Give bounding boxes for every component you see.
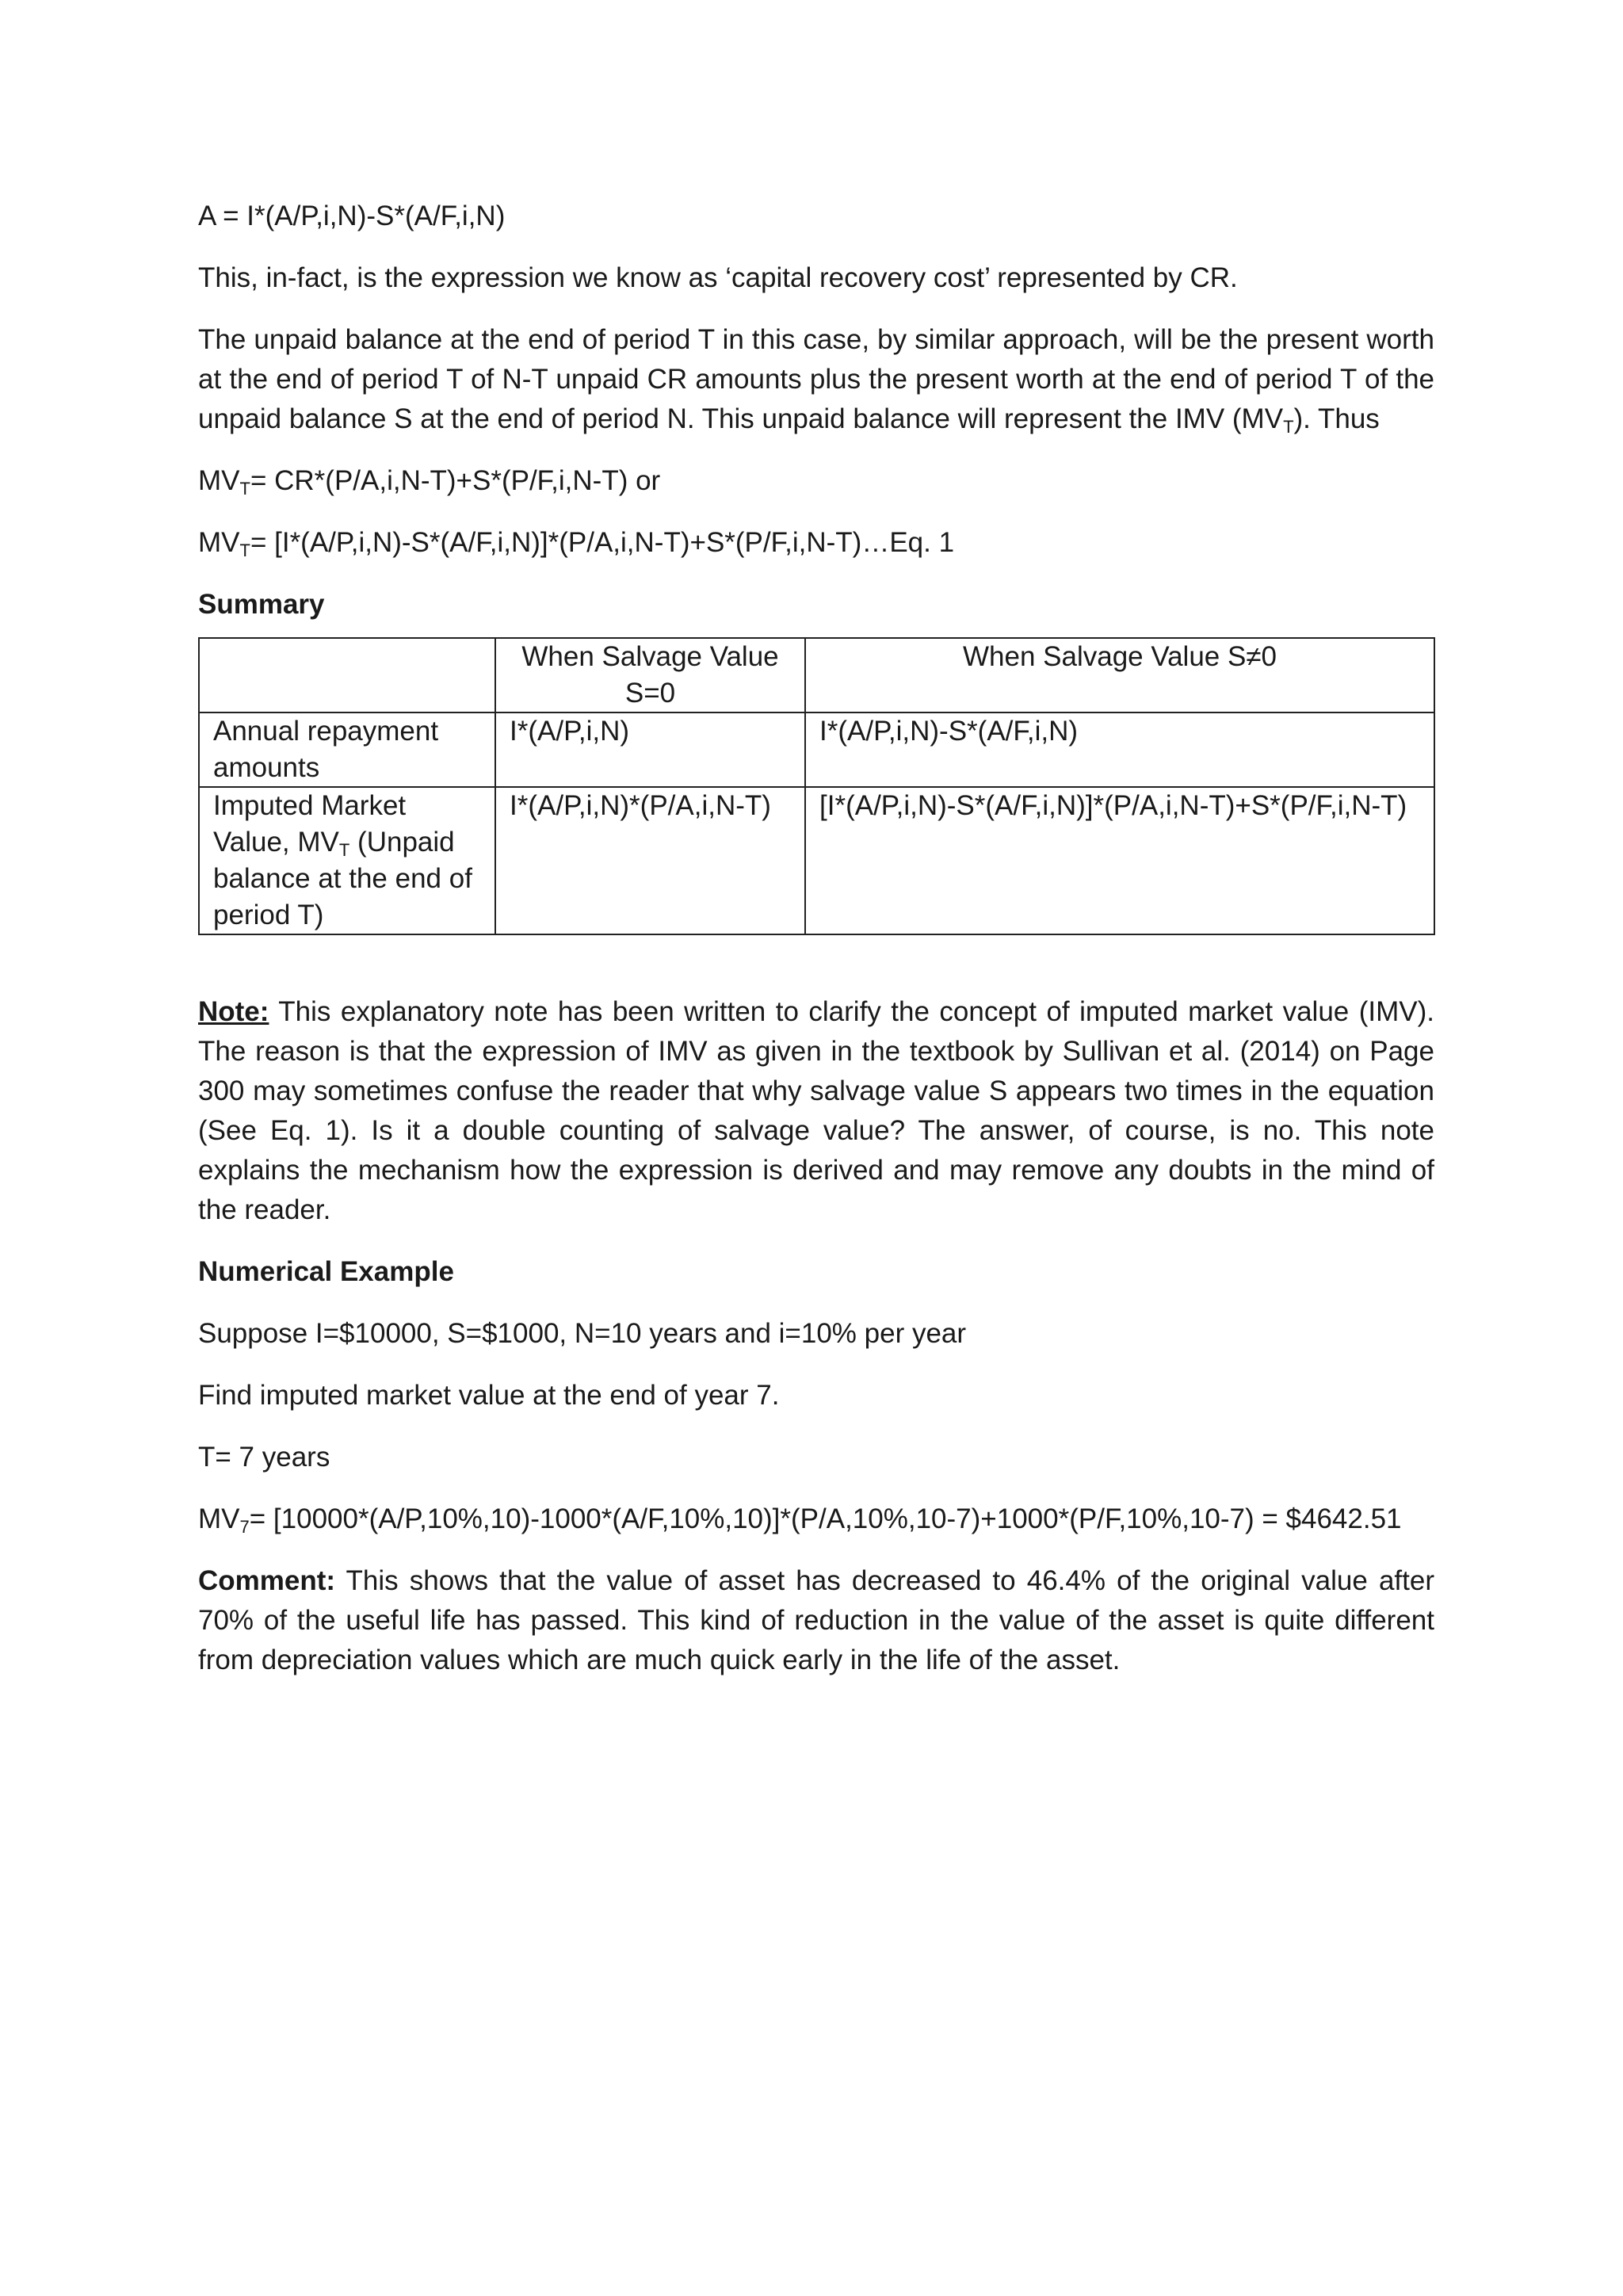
example-t-value: T= 7 years xyxy=(198,1442,330,1473)
mv7-label: MV xyxy=(198,1503,240,1534)
equation-mv-cr xyxy=(198,461,1434,501)
document-page xyxy=(198,197,1434,1702)
table-row-label-rest: (Unpaid balance at the end of period T) xyxy=(213,827,472,930)
mv-label: MV xyxy=(198,527,240,558)
mv-subscript: T xyxy=(239,479,250,499)
summary-heading: Summary xyxy=(198,589,325,620)
table-cell-s-nonzero: [I*(A/P,i,N)-S*(A/F,i,N)]*(P/A,i,N-T)+S*(P/F,i,N-T) xyxy=(805,787,1434,934)
equation-1-rhs: = [I*(A/P,i,N)-S*(A/F,i,N)]*(P/A,i,N-T)+S*(P/F,i,N-T)…Eq. 1 xyxy=(250,527,955,558)
unpaid-balance-paragraph xyxy=(198,320,1434,439)
table-row-label: Annual repayment amounts xyxy=(199,712,495,787)
unpaid-balance-subscript: T xyxy=(1283,417,1294,437)
mv-subscript: T xyxy=(239,541,250,560)
mv-label: MV xyxy=(198,465,240,496)
table-row xyxy=(199,712,1434,787)
table-cell-s-zero: I*(A/P,i,N)*(P/A,i,N-T) xyxy=(495,787,805,934)
example-givens: Suppose I=$10000, S=$1000, N=10 years and i=10% per year xyxy=(198,1318,967,1349)
table-row-label-text: Imputed Market Value, MV xyxy=(213,790,407,858)
table-header-cell-empty xyxy=(199,638,495,712)
equation-mv-cr-rhs: = CR*(P/A,i,N-T)+S*(P/F,i,N-T) or xyxy=(250,465,661,496)
table-header-row xyxy=(199,638,1434,712)
example-calculation-rhs: = [10000*(A/P,10%,10)-1000*(A/F,10%,10)]*(P/A,10%,10-7)+1000*(P/F,10%,10-7) = $4642.51 xyxy=(249,1503,1402,1534)
table-row-label xyxy=(199,787,495,934)
table-header-cell-s-nonzero: When Salvage Value S≠0 xyxy=(805,638,1434,712)
note-paragraph xyxy=(198,992,1434,1230)
table-cell-s-zero: I*(A/P,i,N) xyxy=(495,712,805,787)
note-label: Note: xyxy=(198,996,269,1027)
example-task: Find imputed market value at the end of year 7. xyxy=(198,1380,780,1411)
equation-1 xyxy=(198,523,1434,563)
unpaid-balance-text: The unpaid balance at the end of period T in this case, by similar approach, will be the present worth at the end of period T of N-T unpaid CR amounts plus the present worth at the end of period T of the unpaid balance S at the end of period N. This unpaid balance will represent the IMV (MV xyxy=(198,324,1434,434)
comment-text: This shows that the value of asset has decreased to 46.4% of the original value after 70% of the useful life has passed. This kind of reduction in the value of the asset is quite different from depreciation values which are much quick early in the life of the asset. xyxy=(198,1565,1434,1675)
comment-label: Comment: xyxy=(198,1565,336,1596)
table-cell-s-nonzero: I*(A/P,i,N)-S*(A/F,i,N) xyxy=(805,712,1434,787)
mv7-subscript: 7 xyxy=(239,1517,250,1537)
table-row-label-subscript: T xyxy=(338,840,350,860)
note-text: This explanatory note has been written to clarify the concept of imputed market value (IMV). The reason is that the expression of IMV as given in the textbook by Sullivan et al. (2014) on Page 300 may sometimes confuse the reader that why salvage value S appears two times in the equation (See Eq. 1). Is it a double counting of salvage value? The answer, of course, is no. This note explains the mechanism how the expression is derived and may remove any doubts in the mind of the reader. xyxy=(198,996,1434,1225)
comment-paragraph xyxy=(198,1561,1434,1680)
table-row xyxy=(199,787,1434,934)
example-calculation xyxy=(198,1499,1434,1539)
numerical-example-heading: Numerical Example xyxy=(198,1256,454,1287)
equation-a: A = I*(A/P,i,N)-S*(A/F,i,N) xyxy=(198,201,506,231)
summary-table xyxy=(198,637,1435,935)
capital-recovery-sentence: This, in-fact, is the expression we know as ‘capital recovery cost’ represented by CR. xyxy=(198,262,1238,293)
table-header-cell-s-zero: When Salvage Value S=0 xyxy=(495,638,805,712)
unpaid-balance-end: ). Thus xyxy=(1293,403,1380,434)
